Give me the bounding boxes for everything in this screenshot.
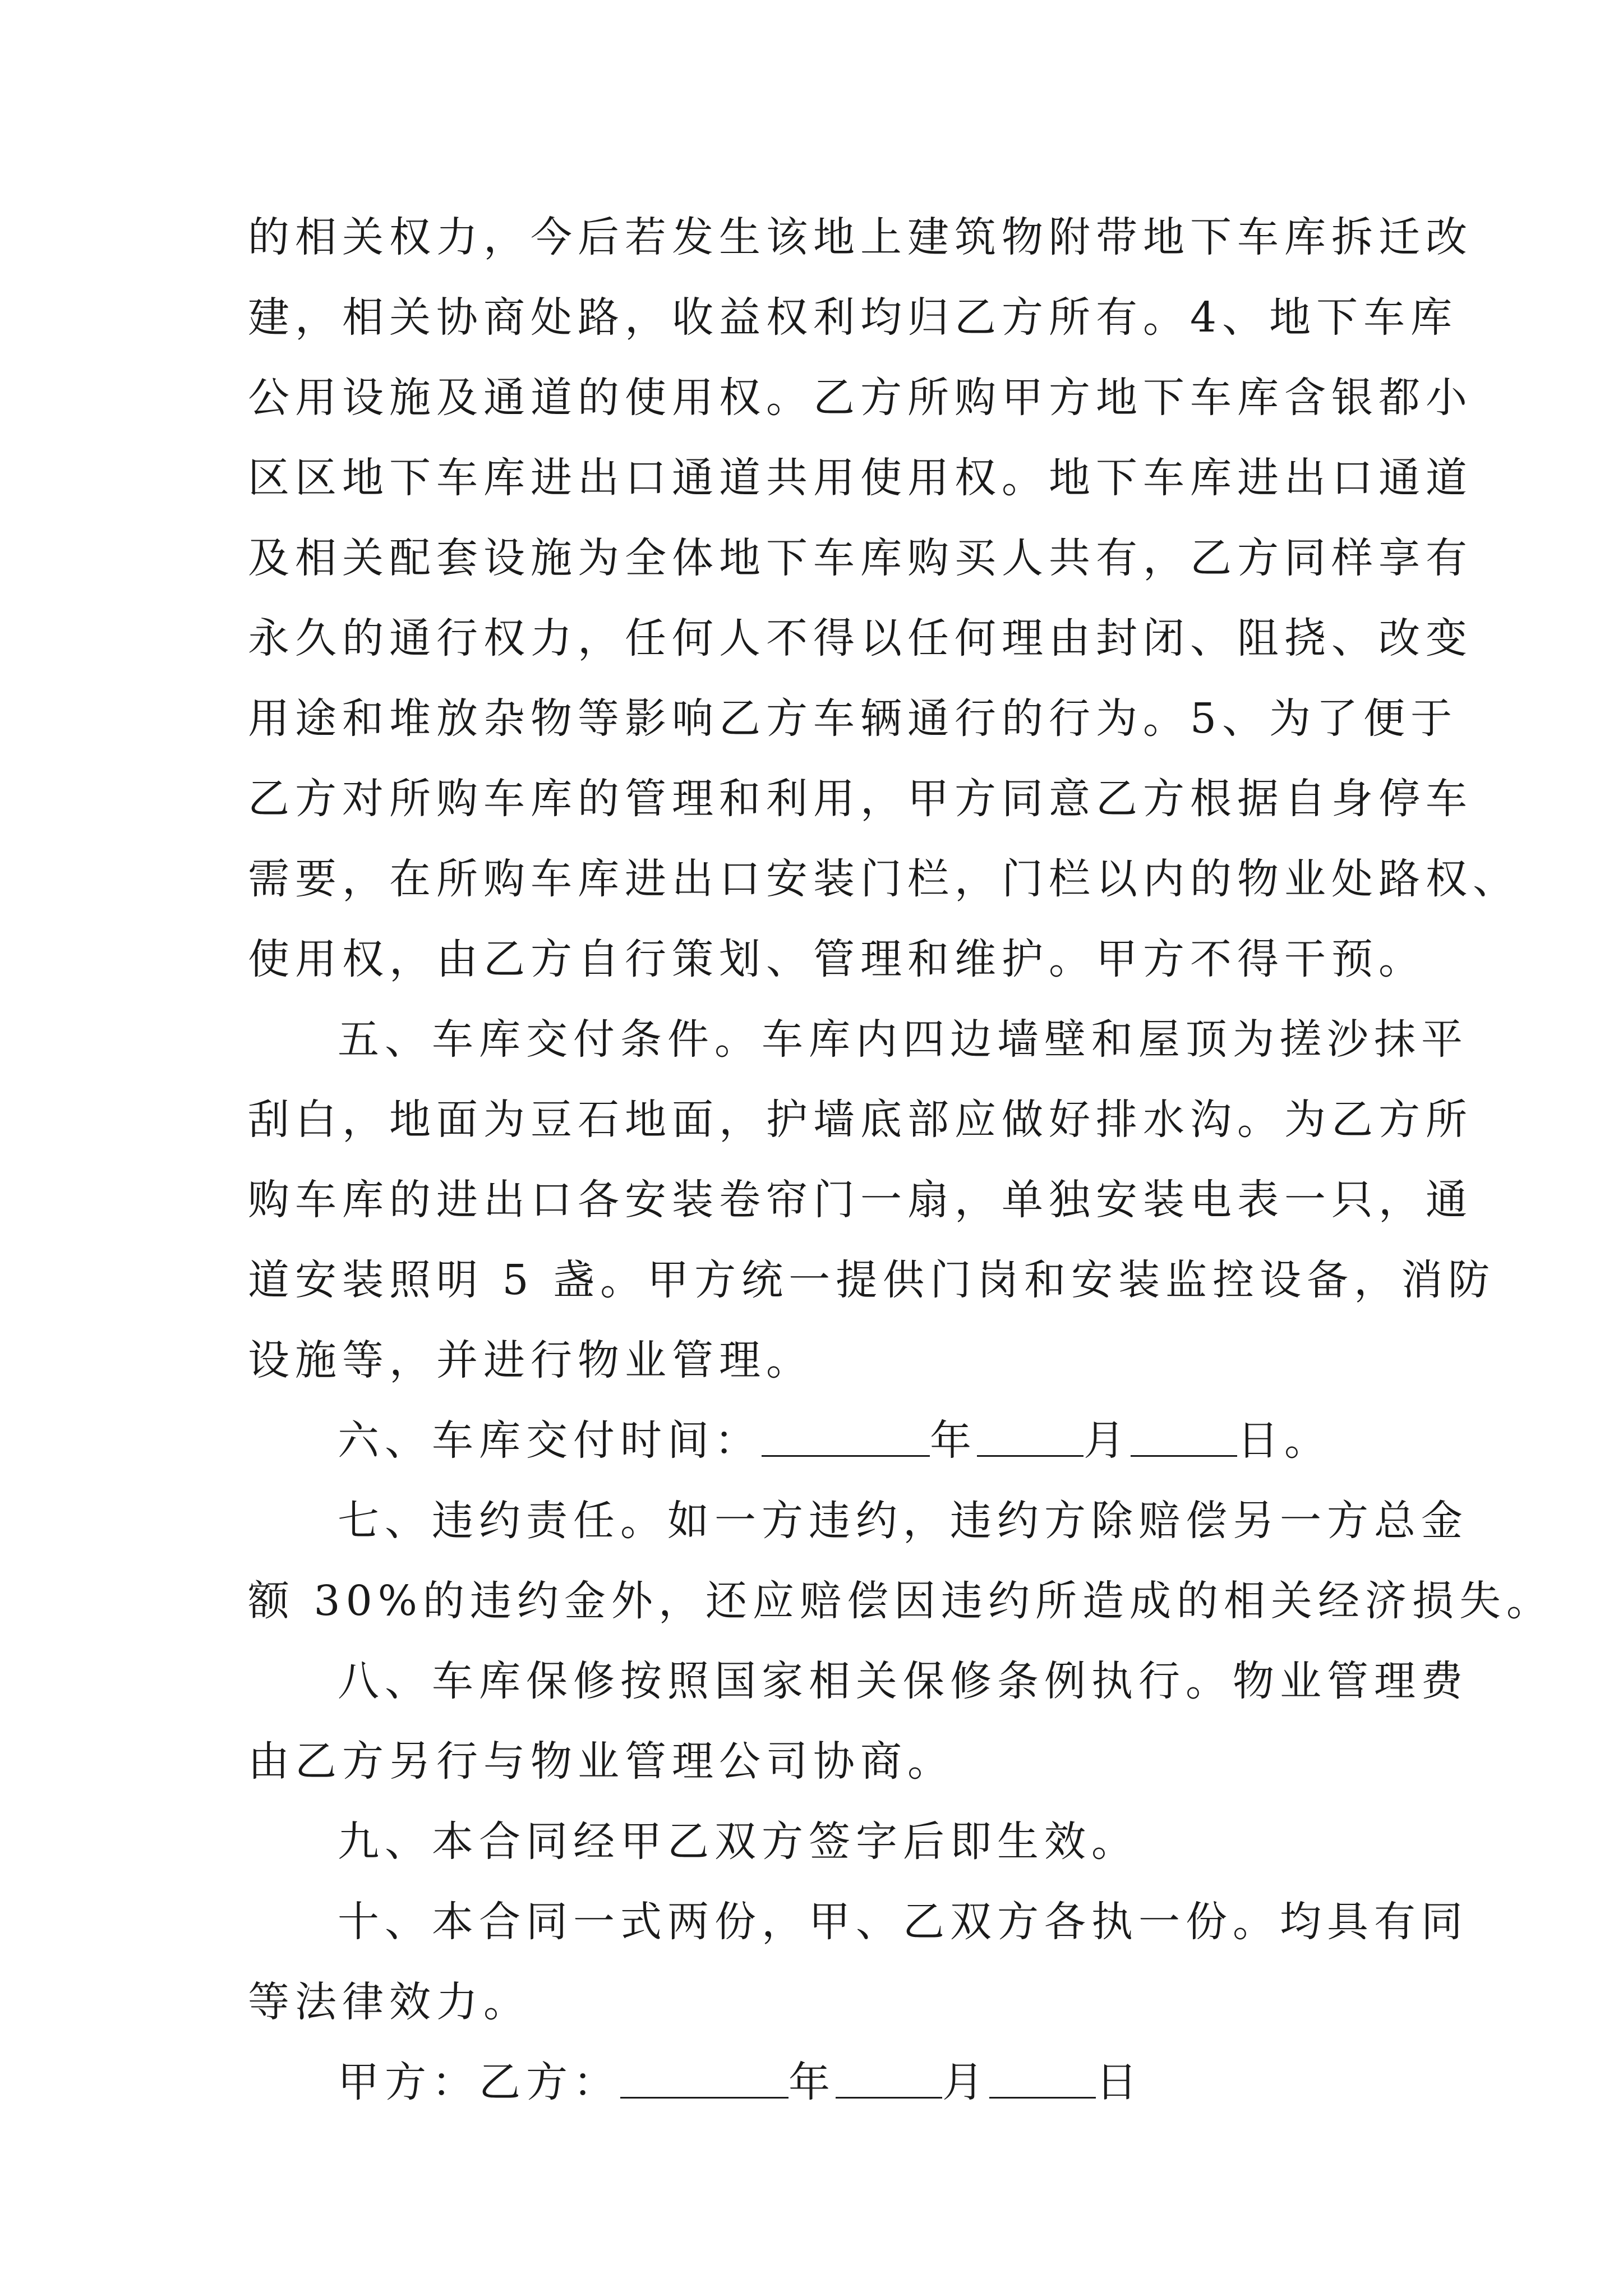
signature-day-label: 日 [1096,2058,1143,2106]
text-line: 购车库的进出口各安装卷帘门一扇，单独安装电表一只，通 [248,1176,1473,1224]
signature-line [248,2042,1392,2123]
text-line: 及相关配套设施为全体地下车库购买人共有，乙方同样享有 [248,534,1473,582]
clause-eight-warranty [248,1641,1468,1802]
text-line: 的相关权力，今后若发生该地上建筑物附带地下车库拆迁改 [248,213,1473,261]
delivery-time-line [248,1401,1392,1481]
year-label: 年 [930,1416,977,1465]
text-line: 八、车库保修按照国家相关保修条例执行。物业管理费 [338,1657,1468,1705]
clause-five-delivery-conditions [248,1000,1496,1401]
signature-section [248,2042,1392,2123]
text-line: 额 30%的违约金外，还应赔偿因违约所造成的相关经济损失。 [248,1577,1553,1625]
text-line: 永久的通行权力，任何人不得以任何理由封闭、阻挠、改变 [248,614,1473,662]
signature-month-label: 月 [942,2058,989,2106]
text-line: 设施等，并进行物业管理。 [248,1336,813,1384]
text-line: 刮白，地面为豆石地面，护墙底部应做好排水沟。为乙方所 [248,1096,1473,1144]
day-blank[interactable] [1131,1418,1237,1457]
text-line: 需要，在所购车库进出口安装门栏，门栏以内的物业处路权、 [248,855,1520,903]
text-line: 由乙方另行与物业管理公司协商。 [248,1737,955,1786]
text-line: 使用权，由乙方自行策划、管理和维护。甲方不得干预。 [248,935,1426,983]
clause-nine-effective [248,1802,1392,1882]
text-line: 等法律效力。 [248,1978,531,2026]
signature-year-label: 年 [789,2058,836,2106]
signature-month-blank[interactable] [836,2060,942,2099]
clause-six-delivery-time [248,1401,1392,1481]
contract-body [248,197,1553,2123]
signature-year-blank[interactable] [620,2060,789,2099]
text-line: 十、本合同一式两份，甲、乙双方各执一份。均具有同 [338,1898,1468,1946]
signature-parties-label: 甲方：乙方： [338,2058,620,2106]
text-line: 九、本合同经甲乙双方签字后即生效。 [338,1818,1138,1866]
text-line: 五、车库交付条件。车库内四边墙壁和屋顶为搓沙抹平 [338,1015,1468,1064]
clause-ten-copies [248,1882,1468,2042]
year-blank[interactable] [762,1418,930,1457]
delivery-time-label: 六、车库交付时间： [338,1416,762,1465]
text-line: 公用设施及通道的使用权。乙方所购甲方地下车库含银都小 [248,374,1473,422]
text-line: 建，相关协商处路，收益权利均归乙方所有。4、地下车库 [248,293,1458,342]
text-line: 七、违约责任。如一方违约，违约方除赔偿另一方总金 [338,1497,1468,1545]
signature-day-blank[interactable] [989,2060,1096,2099]
text-line: 用途和堆放杂物等影响乙方车辆通行的行为。5、为了便于 [248,694,1458,743]
day-label: 日。 [1237,1416,1331,1465]
clause-seven-breach [248,1481,1553,1641]
text-line: 道安装照明 5 盏。甲方统一提供门岗和安装监控设备，消防 [248,1256,1496,1304]
paragraph-four-continued [248,197,1520,1000]
month-label: 月 [1083,1416,1131,1465]
month-blank[interactable] [977,1418,1083,1457]
text-line: 区区地下车库进出口通道共用使用权。地下车库进出口通道 [248,454,1473,502]
text-line: 乙方对所购车库的管理和利用，甲方同意乙方根据自身停车 [248,775,1473,823]
